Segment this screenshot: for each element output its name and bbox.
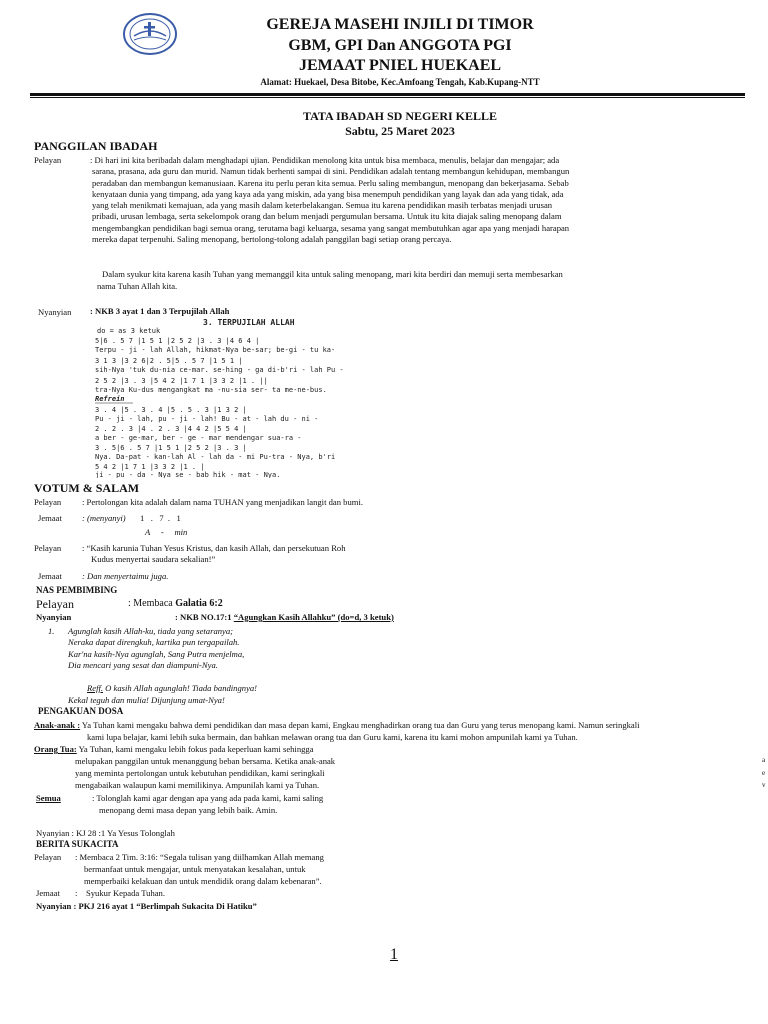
congregation-label: Jemaat	[38, 513, 62, 523]
confession-parents	[34, 744, 314, 754]
refrain-line: Kekal teguh dan mulia! Dijunjung umat-Nya!	[68, 695, 225, 705]
song-number: : NKB NO.17:1	[175, 612, 234, 622]
confession-text: Ya Tuhan, kami mengaku lebih fokus pada keperluan kami sehingga	[76, 744, 314, 754]
edge-mark: a	[762, 756, 766, 764]
edge-mark: e	[762, 769, 766, 777]
confession-children	[34, 720, 640, 730]
song-score	[93, 318, 433, 478]
song-lyrics: Nya. Da-pat - kan-lah Al - lah da - mi Pu-tra - Nya, b'ri	[95, 453, 336, 461]
confession-text: : Tolonglah kami agar dengan apa yang ada pada kami, kami saling	[92, 793, 324, 803]
greeting-text: : “Kasih karunia Tuhan Yesus Kristus, dan kasih Allah, dan persekutuan Roh	[82, 543, 346, 553]
header-divider-thick	[30, 93, 745, 96]
song-notes: 5|6 . 5 7 |1 5 1 |2 5 2 |3 . 3 |4 6 4 |	[95, 337, 260, 345]
speaker-label: Pelayan	[36, 597, 74, 611]
good-news-text: : Membaca 2 Tim. 3:16: “Segala tulisan yang diilhamkan Allah memang	[75, 852, 324, 862]
song-lyrics: a ber - ge-mar, ber - ge - mar mendengar sua-ra -	[95, 434, 302, 442]
closing-song	[36, 901, 257, 911]
scripture-reading	[128, 598, 223, 609]
song-lyrics: Terpu - ji - lah Allah, hikmat-Nya be-sar; be-gi - tu ka-	[95, 346, 336, 354]
song-notes: 2 5 2 |3 . 3 |5 4 2 |1 7 1 |3 3 2 |1 . ||	[95, 377, 268, 385]
refrain-text: O kasih Allah agunglah! Tiada bandingnya!	[103, 683, 258, 693]
confession-text: menopang demi masa depan yang lebih baik. Amin.	[99, 805, 278, 815]
song-title: “Agungkan Kasih Allahku” (do=d, 3 ketuk)	[233, 612, 394, 622]
good-news-text: bermanfaat untuk mengajar, untuk menyatakan kesalahan, untuk	[84, 864, 306, 874]
song-reference: : PKJ 216 ayat 1 “Berlimpah Sukacita Di Hatiku”	[71, 901, 257, 911]
section-heading-nas: NAS PEMBIMBING	[36, 585, 118, 595]
song-label: Nyanyian	[38, 307, 72, 317]
document-title: TATA IBADAH SD NEGERI KELLE	[302, 109, 498, 123]
song-notes: 2 . 2 . 3 |4 . 2 . 3 |4 4 2 |5 5 4 |	[95, 425, 247, 433]
confession-text: mengabaikan walaupun kami memilikinya. Ampunilah kami ya Tuhan.	[75, 780, 320, 790]
edge-mark: v	[762, 781, 766, 789]
song-notes: 3 1 3 |3 2 6|2 . 5|5 . 5 7 |1 5 1 |	[95, 357, 243, 365]
church-name: GEREJA MASEHI INJILI DI TIMOR	[266, 16, 534, 33]
refrain-line	[87, 683, 257, 693]
song-reference: : NKB 3 ayat 1 dan 3 Terpujilah Allah	[90, 306, 230, 316]
song-lyrics: tra-Nya Ku-dus mengangkat ma -nu-sia ser- ta me-ne-bus.	[95, 386, 327, 394]
speaker-label: Pelayan	[34, 852, 62, 862]
children-label: Anak-anak :	[34, 720, 81, 730]
section-heading-panggilan: PANGGILAN IBADAH	[34, 139, 158, 153]
speaker-label: Pelayan	[34, 543, 62, 553]
song-lyrics: Pu - ji - lah, pu - ji - lah! Bu - at - lah du - ni -	[95, 415, 319, 423]
song-notes: 3 . 4 |5 . 3 . 4 |5 . 5 . 3 |1 3 2 |	[95, 406, 247, 414]
page-number: 1	[390, 946, 398, 963]
header-divider-thin	[30, 97, 745, 98]
church-address: Alamat: Huekael, Desa Bitobe, Kec.Amfoang Tengah, Kab.Kupang-NTT	[260, 77, 540, 87]
verse-number: 1.	[48, 626, 55, 636]
verse-line: Kar'na kasih-Nya agunglah, Sang Putra menjelma,	[68, 648, 245, 659]
section-heading-berita: BERITA SUKACITA	[36, 839, 119, 849]
good-news-text: memperbaiki kelakuan dan untuk mendidik orang dalam kebenaran”.	[84, 876, 322, 886]
congregation-name: JEMAAT PNIEL HUEKAEL	[298, 57, 502, 74]
song-lyrics: sih-Nya 'tuk du-nia ce-mar. se-hing - ga di-b'ri - lah Pu -	[95, 366, 344, 374]
confession-text: yang meminta pertolongan untuk kebutuhan pendidikan, kami seringkali	[75, 768, 325, 778]
song-key: do = as 3 ketuk	[97, 327, 161, 335]
song-lyrics: ji - pu - da - Nya se - bab hik - mat - Nya.	[95, 471, 281, 478]
text-line: pribadi, urusan lembaga, serta sekelompok orang dan belum menjadi pergumulan bersama. Untuk itu kita diajak saling menopang dalam	[92, 211, 562, 222]
greeting-text: Kudus menyertai saudara sekalian!”	[91, 554, 216, 564]
call-closing-line: Dalam syukur kita karena kasih Tuhan yang memanggil kita untuk saling menopang, mari kita berdiri dan memuji serta membesarkan	[102, 269, 563, 279]
song-title: 3. TERPUJILAH ALLAH	[203, 318, 295, 327]
verse-line: Agunglah kasih Allah-ku, tiada yang setaranya;	[68, 626, 234, 636]
speaker-label: Pelayan	[34, 155, 62, 165]
text-line: mereka dapat terpenuhi. Saling menopang, bertolong-tolong adalah panggilan bagi setiap orang percaya.	[92, 234, 452, 245]
text-line: peradaban dan membangun kemanusiaan. Karena itu perlu peran kita semua. Perlu saling membangun, menopang dan bekerjasama. Sebab	[92, 177, 569, 188]
song-notes: 5 4 2 |1 7 1 |3 3 2 |1 . |	[95, 463, 205, 471]
confession-text: kami lupa belajar, kami lebih suka bermain, dan bahkan melawan orang tua dan Guru kami, karena itu kami mohon ampunilah kami ya Tuhan.	[87, 732, 578, 742]
votum-text: : Pertolongan kita adalah dalam nama TUHAN yang menjadikan langit dan bumi.	[82, 497, 363, 507]
text-line: kenyataan dunia yang timpang, ada yang kaya ada yang miskin, ada yang bisa menempuh pendidikan yang layak dan ada yang tidak, ada	[92, 188, 564, 199]
reading-prefix: : Membaca	[128, 598, 176, 609]
song-reference	[175, 612, 394, 622]
sing-instruction: : (menyanyi)	[82, 513, 126, 523]
song-label: Nyanyian	[36, 612, 72, 622]
text-line: yang telah menikmati kemajuan, ada yang masih dalam keterbelakangan. Semua itu karena pendidikan masih terbatas menjadi urusan	[92, 200, 553, 211]
call-to-worship-text	[90, 155, 660, 245]
document-date: Sabtu, 25 Maret 2023	[345, 124, 455, 138]
section-heading-votum: VOTUM & SALAM	[34, 481, 140, 495]
congregation-response: : Dan menyertaimu juga.	[82, 571, 169, 581]
church-logo-icon	[122, 12, 178, 56]
text-line: sarana, prasana, ada guru dan murid. Namun tidak berhenti sampai di sini. Pendidikan adalah tentang membangun kehidupan, membangun	[92, 166, 570, 177]
confession-text: Ya Tuhan kami mengaku bahwa demi pendidikan dan masa depan kami, Engkau menghadirkan orang tua dan Guru yang terus menopang kami. Namun seringkali	[80, 720, 640, 730]
verse-line: Dia mencari yang sesat dan diampuni-Nya.	[68, 659, 218, 670]
amen-notes: 1 . 7 . 1	[140, 513, 181, 523]
verse-line: Neraka dapat direngkuh, kartika pun tergapailah.	[68, 637, 240, 648]
speaker-label: Pelayan	[34, 497, 62, 507]
song-reference: Nyanyian : KJ 28 :1 Ya Yesus Tolonglah	[36, 828, 175, 838]
song-refrain-label: Refrein	[95, 395, 125, 403]
parents-label: Orang Tua:	[34, 744, 77, 754]
song-label: Nyanyian	[36, 901, 72, 911]
amen-words: A - min	[145, 527, 188, 537]
scripture-reference: Galatia 6:2	[175, 598, 223, 609]
confession-text: melupakan panggilan untuk menanggung beban bersama. Ketika anak-anak	[75, 756, 336, 766]
congregation-label: Jemaat	[36, 888, 60, 898]
song-notes: 3 . 5|6 . 5 7 |1 5 1 |2 5 2 |3 . 3 |	[95, 444, 247, 452]
call-closing-line: nama Tuhan Allah kita.	[97, 281, 178, 291]
text-line: mengembangkan pendidikan bagi semua orang, terutama bagi keluarga, sesama yang sangat membutuhkan agar apa yang menjadi harapan	[92, 222, 570, 233]
congregation-response: : Syukur Kepada Tuhan.	[75, 888, 165, 898]
congregation-label: Jemaat	[38, 571, 62, 581]
song-verse	[68, 626, 244, 671]
church-affiliation: GBM, GPI Dan ANGGOTA PGI	[288, 37, 512, 54]
text-line: : Di hari ini kita beribadah dalam menghadapi ujian. Pendidikan menolong kita untuk bisa membaca, menulis, belajar dan mengajar; ada	[90, 155, 560, 165]
all-label: Semua	[36, 793, 61, 803]
section-heading-pengakuan: PENGAKUAN DOSA	[38, 706, 124, 716]
refrain-label: Reff.	[87, 683, 103, 693]
